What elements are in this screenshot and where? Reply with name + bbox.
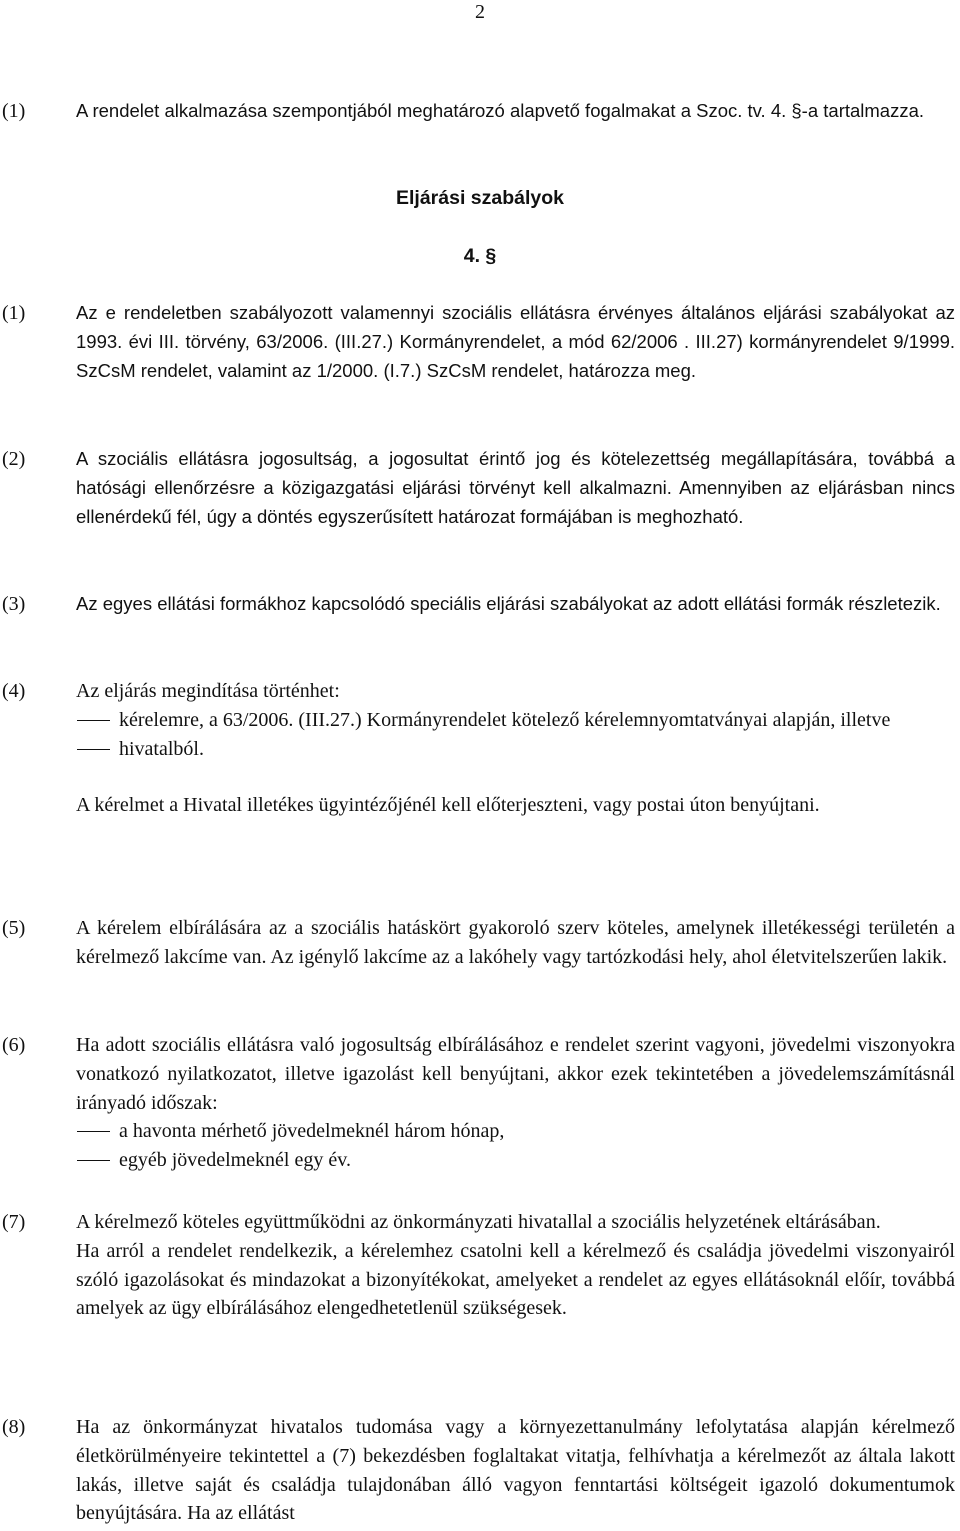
paragraph-closing: A kérelmet a Hivatal illetékes ügyintézőjénél kell előterjeszteni, vagy postai úton benyújtani. xyxy=(76,794,820,817)
paragraph-number: (5) xyxy=(2,917,26,939)
paragraph-number: (3) xyxy=(2,593,26,615)
paragraph-number: (4) xyxy=(2,680,26,702)
paragraph-text-1: A kérelmező köteles együttműködni az önkormányzati hivatallal a szociális helyzetének eltárásában. xyxy=(76,1211,881,1233)
paragraph-1 xyxy=(0,97,960,126)
list-item-text: kérelemre, a 63/2006. (III.27.) Kormányrendelet kötelező kérelemnyomtatványai alapján, illetve xyxy=(119,708,891,731)
list-item-text: egyéb jövedelmeknél egy év. xyxy=(119,1149,351,1172)
list-item-text: hivatalból. xyxy=(119,737,204,760)
section-4-paragraph-2 xyxy=(0,445,960,531)
list-item xyxy=(76,706,955,735)
paragraph-body xyxy=(76,1208,955,1323)
section-number: 4. § xyxy=(463,245,497,267)
paragraph-intro: Az eljárás megindítása történhet: xyxy=(76,680,340,702)
paragraph-text: A szociális ellátásra jogosultság, a jogosultat érintő jog és kötelezettség megállapítására, továbbá a hatósági ellenőrzésre a közigazgatási eljárási törvényt kell alkalmazni. Amennyiben az eljárásban nincs ellenérdekű fél, úgy a döntés egyszerűsített határozat formájában is meghozható. xyxy=(76,448,955,527)
paragraph-text: A rendelet alkalmazása szempontjából meghatározó alapvető fogalmakat a Szoc. tv. 4. §-a tartalmazza. xyxy=(76,100,925,121)
section-4-paragraph-7 xyxy=(0,1208,960,1323)
dash-bullet-icon xyxy=(77,1160,110,1161)
paragraph-intro: Ha adott szociális ellátásra való jogosultság elbírálásához e rendelet szerint vagyoni, jövedelmi viszonyokra vonatkozó nyilatkozatot, illetve igazolást kell benyújtani, akkor ezek tekintetében a jövedelemszámításnál irányadó időszak: xyxy=(76,1034,955,1114)
paragraph-text: Az egyes ellátási formákhoz kapcsolódó speciális eljárási szabályokat az adott ellátási formák részletezik. xyxy=(76,593,941,614)
dash-bullet-icon xyxy=(77,749,110,750)
page-number: 2 xyxy=(475,1,485,23)
paragraph-number: (1) xyxy=(2,100,26,122)
paragraph-number: (8) xyxy=(2,1416,26,1438)
dash-bullet-icon xyxy=(77,720,110,721)
section-4-paragraph-3 xyxy=(0,590,960,619)
list-item xyxy=(76,1146,955,1175)
list-item xyxy=(76,1117,955,1146)
section-heading: Eljárási szabályok xyxy=(395,187,565,209)
paragraph-body xyxy=(76,677,955,820)
paragraph-number: (1) xyxy=(2,302,26,324)
paragraph-number: (2) xyxy=(2,448,26,470)
paragraph-text-2: Ha arról a rendelet rendelkezik, a kérelemhez csatolni kell a kérelmező és családja jövedelmi viszonyairól szóló igazolásokat és mindazokat a bizonyítékokat, amelyeket a rendelet az egyes ellátásoknál előír, továbbá amelyek az ügy elbírálásához elengedhetetlenül szükségesek. xyxy=(76,1239,955,1320)
paragraph-number: (7) xyxy=(2,1211,26,1233)
paragraph-text: A kérelem elbírálására az a szociális hatáskört gyakoroló szerv köteles, amelynek illetékességi területén a kérelmező lakcíme van. Az igénylő lakcíme az a lakóhely vagy tartózkodási hely, ahol életvitelszerűen lakik. xyxy=(76,917,955,968)
list-item xyxy=(76,735,955,764)
section-4-paragraph-5 xyxy=(0,914,960,972)
paragraph-number: (6) xyxy=(2,1034,26,1056)
section-4-paragraph-6 xyxy=(0,1031,960,1175)
section-4-paragraph-1 xyxy=(0,299,960,385)
section-4-paragraph-4 xyxy=(0,677,960,820)
paragraph-text: Ha az önkormányzat hivatalos tudomása vagy a környezettanulmány lefolytatása alapján kérelmező életkörülményeire tekintettel a (7) bekezdésben foglaltakat vitatja, felhívhatja a kérelmezőt az általa lakott lakás, illetve saját és családja tulajdonában álló vagyon fenntartási költségeit igazoló dokumentumok benyújtására. Ha az ellátást xyxy=(76,1416,955,1525)
list-item-text: a havonta mérhető jövedelmeknél három hónap, xyxy=(119,1120,505,1143)
paragraph-body xyxy=(76,1031,955,1175)
paragraph-text: Az e rendeletben szabályozott valamennyi szociális ellátásra érvényes általános eljárási szabályokat az 1993. évi III. törvény, 63/2006. (III.27.) Kormányrendelet, a mód 62/2006 . III.27) kormányrendelet 9/1999. SzCsM rendelet, valamint az 1/2000. (I.7.) SzCsM rendelet, határozza meg. xyxy=(76,302,955,381)
section-4-paragraph-8 xyxy=(0,1413,960,1528)
dash-bullet-icon xyxy=(77,1131,110,1132)
